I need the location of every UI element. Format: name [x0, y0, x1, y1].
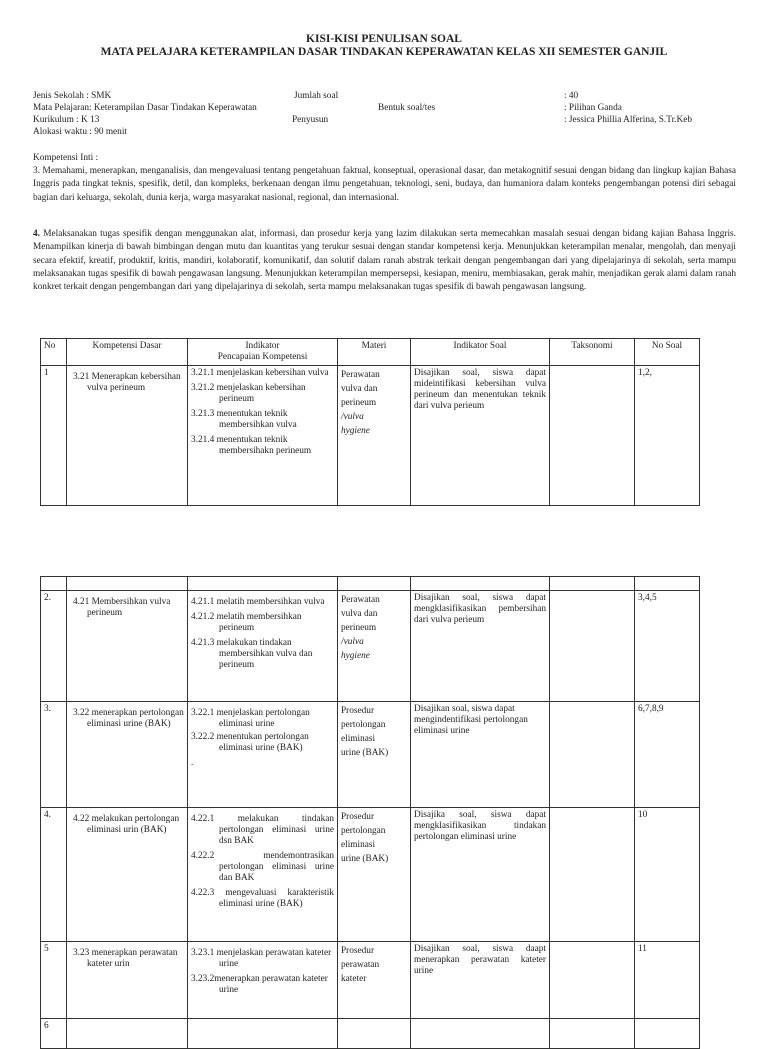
indikator-item: 3.23.2menerapkan perawatan kateter urine	[191, 973, 328, 995]
empty-cell	[411, 577, 550, 591]
cell-indikator	[188, 366, 338, 506]
penyusun-value: : Jessica Phillia Alferina, S.Tr.Keb	[564, 115, 692, 125]
table-row	[41, 702, 700, 808]
materi-line: perineum	[341, 398, 377, 408]
materi-line: Perawatan	[341, 595, 380, 605]
materi-line-italic: hygiene	[341, 651, 370, 661]
cell-kompetensi-dasar	[67, 942, 188, 1019]
ki-4-number: 4.	[33, 229, 40, 239]
cell-indikator	[188, 1019, 338, 1049]
cell-no: 1	[41, 366, 67, 506]
table-empty-row	[41, 577, 700, 591]
materi-line: pertolongan	[341, 720, 386, 730]
cell-no-soal: 3,4,5	[635, 591, 700, 702]
indikator-item: 3.22.1 menjelaskan pertolongan eliminasi urine	[191, 708, 310, 729]
cell-no-soal: 1,2,	[635, 366, 700, 506]
kd-text: 4.21 Membersihkan vulva perineum	[73, 597, 171, 618]
kd-text: 4.22 melakukan pertolongan eliminasi urin (BAK)	[73, 814, 180, 835]
header-indikator-soal: Indikator Soal	[411, 339, 550, 366]
table-row	[41, 366, 700, 506]
kd-text: 3.23 menerapkan perawatan kateter urin	[73, 948, 178, 969]
ki-4-paragraph	[33, 228, 736, 294]
materi-line: eliminasi	[341, 734, 376, 744]
materi-line: Prosedur	[341, 946, 375, 956]
materi-line: vulva dan	[341, 384, 378, 394]
materi-line-italic: hygiene	[341, 426, 370, 436]
materi-line: perawatan	[341, 960, 380, 970]
ki-heading: Kompetensi Inti :	[33, 153, 99, 163]
materi-line: Prosedur	[341, 706, 375, 716]
cell-indikator-soal: Disajikan soal, siswa dapat mideintifikasi kebersihan vulva perineum dan menentukan teknik dari vulva perieum	[411, 366, 550, 506]
cell-no: 3.	[41, 702, 67, 808]
cell-kompetensi-dasar	[67, 808, 188, 942]
cell-materi	[338, 702, 411, 808]
title-line-2: MATA PELAJARA KETERAMPILAN DASAR TINDAKAN KEPERAWATAN KELAS XII SEMESTER GANJIL	[100, 46, 668, 58]
empty-cell	[338, 577, 411, 591]
header-no-soal: No Soal	[635, 339, 700, 366]
indikator-item: 4.21.1 melatih membersihkan vulva	[191, 597, 325, 607]
cell-indikator	[188, 591, 338, 702]
cell-no-soal: 6,7,8,9	[635, 702, 700, 808]
materi-line: eliminasi	[341, 840, 376, 850]
header-taksonomi: Taksonomi	[550, 339, 635, 366]
empty-cell	[67, 577, 188, 591]
table-header-row	[41, 339, 700, 366]
cell-indikator-soal: Disajikan soal, siswa dapat mengindentifikasi pertolongan eliminasi urine	[411, 702, 550, 808]
indikator-item: 3.21.4 menentukan teknik membersihakn perineum	[191, 434, 312, 456]
header-indikator-line2: Pencapaian Kompetensi	[217, 351, 308, 362]
cell-no-soal: 11	[635, 942, 700, 1019]
materi-line: kateter	[341, 974, 367, 984]
indikator-item: 4.22.3 mengevaluasi karakteristik eliminasi urine (BAK)	[191, 887, 334, 909]
empty-cell	[41, 577, 67, 591]
jenis-sekolah: Jenis Sekolah : SMK	[33, 91, 112, 101]
indikator-item: 4.22.1 melakukan tindakan pertolongan eliminasi urine dsn BAK	[191, 814, 334, 846]
header-indikator-line1: Indikator	[245, 341, 280, 351]
cell-no: 5	[41, 942, 67, 1019]
cell-taksonomi	[550, 942, 635, 1019]
cell-indikator-soal: Disajika soal, siswa dapat mengklasifikasikan tindakan pertolongan eliminasi urine	[411, 808, 550, 942]
cell-materi	[338, 366, 411, 506]
empty-cell	[188, 577, 338, 591]
indikator-item: 4.22.2 mendemontrasikan pertolongan eliminasi urine dan BAK	[191, 850, 334, 883]
header-materi: Materi	[338, 339, 411, 366]
materi-line-italic: /vulva	[341, 412, 364, 422]
cell-indikator-soal	[411, 1019, 550, 1049]
table-row	[41, 1019, 700, 1049]
indikator-item: 3.21.2 menjelaskan kebersihan perineum	[191, 382, 306, 404]
cell-taksonomi	[550, 702, 635, 808]
materi-line: Perawatan	[341, 370, 380, 380]
cell-indikator	[188, 702, 338, 808]
bentuk-soal-value: : Pilihan Ganda	[564, 103, 622, 113]
penyusun-label: Penyusun	[292, 115, 329, 125]
indikator-item: 3.23.1 menjelaskan perawatan kateter urine	[191, 948, 332, 969]
cell-kompetensi-dasar	[67, 1019, 188, 1049]
jumlah-soal-label: Jumlah soal	[294, 91, 339, 101]
materi-line-italic: /vulva	[341, 637, 364, 647]
cell-kompetensi-dasar	[67, 591, 188, 702]
empty-cell	[635, 577, 700, 591]
header-kompetensi-dasar: Kompetensi Dasar	[67, 339, 188, 366]
jumlah-soal-value: : 40	[564, 91, 579, 101]
cell-taksonomi	[550, 808, 635, 942]
ki-4-text: Melaksanakan tugas spesifik dengan menggunakan alat, informasi, dan prosedur kerja yang lazim dilakukan serta memecahkan masalah sesuai dengan bidang kajian Bahasa Inggris. Menampilkan kinerja di bawah bimbingan dengan mutu dan kuantitas yang terukur sesuai dengan standar kompetensi kerja. Menunjukkan keterampilan menalar, mengolah, dan menyaji secara efektif, kreatif, produktif, kritis, mandiri, kolaboratif, komunikatif, dan solutif dalam ranah abstrak terkait dengan pengembangan dari yang dipelajarinya di sekolah, serta mampu melaksanakan tugas spesifik di bawah pengawasan langsung. Menunjukkan keterampilan mempersepsi, kesiapan, meniru, membiasakan, gerak mahir, menjadikan gerak alami dalam ranah konkret terkait dengan pengembangan dari yang dipelajarinya di sekolah, serta mampu melaksanakan tugas spesifik di bawah pengawasan langsung.	[33, 229, 736, 293]
indikator-dot: .	[191, 757, 194, 768]
cell-kompetensi-dasar	[67, 366, 188, 506]
ki-3-paragraph: 3. Memahami, menerapkan, menganalisis, dan mengevaluasi tentang pengetahuan faktual, konseptual, operasional dasar, dan metakognitif sesuai dengan bidang dan lingkup kajian Bahasa Inggris pada tingkat teknis, spesifik, detil, dan kompleks, berkenaan dengan ilmu pengetahuan, teknologi, seni, budaya, dan humaniora dalam konteks pengembangan potensi diri sebagai bagian dari keluarga, sekolah, dunia kerja, warga masyarakat nasional, regional, dan internasional.	[33, 166, 736, 203]
cell-materi	[338, 942, 411, 1019]
cell-no: 6	[41, 1019, 67, 1049]
materi-line: urine (BAK)	[341, 854, 389, 864]
cell-taksonomi	[550, 591, 635, 702]
kisi-table-2	[40, 576, 700, 1049]
kurikulum: Kurikulum : K 13	[33, 115, 100, 125]
cell-no-soal: 10	[635, 808, 700, 942]
bentuk-soal-label: Bentuk soal/tes	[378, 103, 436, 113]
table-row	[41, 942, 700, 1019]
cell-indikator	[188, 808, 338, 942]
materi-line: vulva dan	[341, 609, 378, 619]
cell-no: 2.	[41, 591, 67, 702]
cell-materi	[338, 591, 411, 702]
mata-pelajaran: Mata Pelajaran: Keterampilan Dasar Tindakan Keperawatan	[33, 103, 257, 113]
cell-indikator-soal: Disajikan soal, siswa dapat mengklasifikasikan pembersihan dari vulva perieum	[411, 591, 550, 702]
cell-materi	[338, 1019, 411, 1049]
cell-taksonomi	[550, 366, 635, 506]
indikator-item: 4.21.2 melatih membersihkan perineum	[191, 611, 302, 633]
kisi-table-1	[40, 338, 700, 506]
cell-taksonomi	[550, 1019, 635, 1049]
cell-kompetensi-dasar	[67, 702, 188, 808]
cell-materi	[338, 808, 411, 942]
empty-cell	[550, 577, 635, 591]
cell-no: 4.	[41, 808, 67, 942]
materi-line: Prosedur	[341, 812, 375, 822]
kd-text: 3.22 menerapkan pertolongan eliminasi urine (BAK)	[73, 708, 184, 729]
indikator-item: 3.21.3 menentukan teknik membersihkan vulva	[191, 408, 297, 430]
materi-line: urine (BAK)	[341, 748, 389, 758]
header-indikator	[188, 339, 338, 366]
table-row	[41, 591, 700, 702]
table-row	[41, 808, 700, 942]
cell-indikator	[188, 942, 338, 1019]
materi-line: pertolongan	[341, 826, 386, 836]
header-no: No	[41, 339, 67, 366]
kd-text: 3.21 Menerapkan kebersihan vulva perineum	[73, 372, 181, 393]
indikator-item: 4.21.3 melakukan tindakan membersihkan vulva dan perineum	[191, 637, 313, 670]
document-title	[0, 33, 768, 59]
alokasi-waktu: Alokasi waktu : 90 menit	[33, 127, 127, 137]
cell-no-soal	[635, 1019, 700, 1049]
indikator-item: 3.21.1 menjelaskan kebersihan vulva	[191, 368, 329, 378]
title-line-1: KISI-KISI PENULISAN SOAL	[306, 33, 462, 45]
cell-indikator-soal: Disajikan soal, siswa daapt menerapkan perawatan kateter urine	[411, 942, 550, 1019]
indikator-item: 3.22.2 menentukan pertolongan eliminasi urine (BAK)	[191, 731, 309, 753]
materi-line: perineum	[341, 623, 377, 633]
